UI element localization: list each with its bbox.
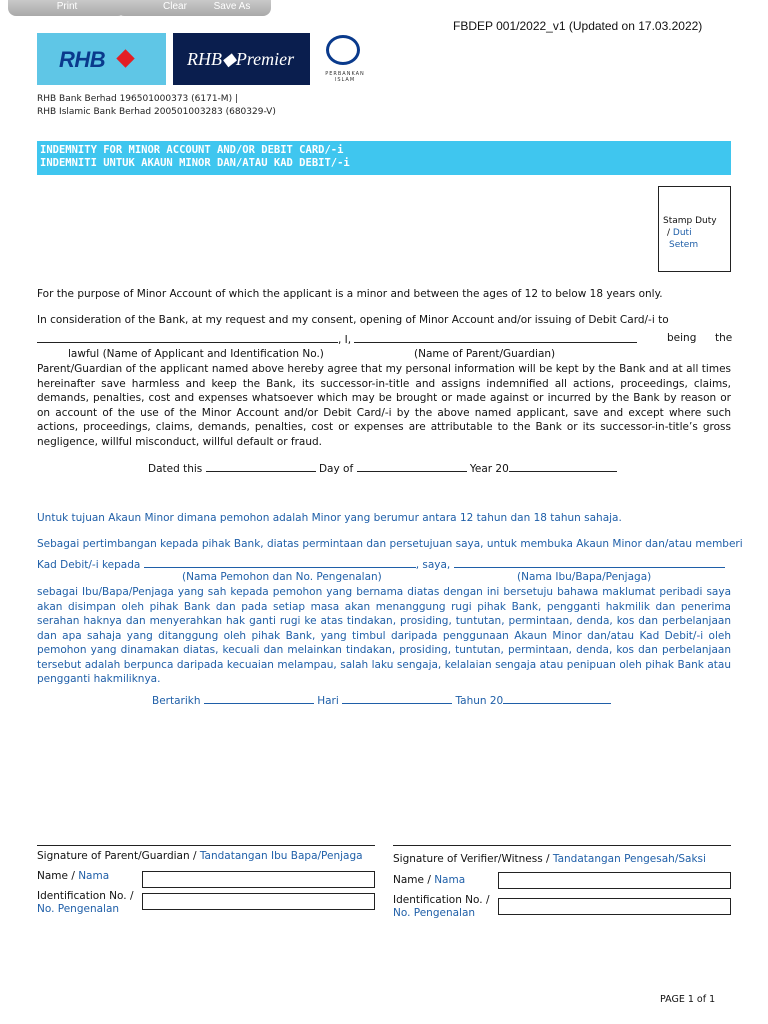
- malay-applicant-caption: (Nama Pemohon dan No. Pengenalan): [182, 571, 382, 583]
- witness-signature-label: Signature of Verifier/Witness / Tandatangan Pengesah/Saksi: [393, 853, 706, 865]
- malay-consideration: Sebagai pertimbangan kepada pihak Bank, diatas permintaan dan persetujuan saya, untuk membuka Akaun Minor dan/atau memberi: [37, 538, 743, 550]
- english-body: Parent/Guardian of the applicant named above hereby agree that my personal information will be kept by the Bank and at all times hereinafter save harmless and keep the Bank, its successor-in-title and assigns indemnified all actions, proceedings, claims, demands, penalties, cost and expenses whatsoever which may be brought or made against or incurred by the Bank by reason or on account of the use of the Minor Account and/or Debit Card/-i by the above named applicant, save and except where such actions, proceedings, claims, demands, penalties, cost or expenses are attributable to the Bank or its successor-in-title’s gross negligence, willful misconduct, willful default or fraud.: [37, 363, 731, 448]
- witness-name-label: Name / Nama: [393, 874, 466, 886]
- english-parent-caption: (Name of Parent/Guardian): [414, 348, 556, 360]
- malay-year-field[interactable]: [503, 693, 611, 704]
- title-english: INDEMNITY FOR MINOR ACCOUNT AND/OR DEBIT CARD/-i: [40, 144, 344, 156]
- form-code: FBDEP 001/2022_v1 (Updated on 17.03.2022): [453, 19, 703, 33]
- title-bar: [37, 141, 731, 175]
- english-fill-line: , I, being the: [37, 332, 731, 346]
- malay-body: sebagai Ibu/Bapa/Penjaga yang sah kepada pemohon yang bernama diatas dengan ini bersetuju bahawa maklumat peribadi saya akan disimpan oleh pihak Bank dan pada setiap masa akan menanggung rugi pihak Bank, pengganti hakmilik dan penerima serahan haknya dan menyerahkan hak ganti rugi ke atas tindakan, prosiding, tuntutan, permintaan, denda, kos dan perbelanjaan dan apa sahaja yang ditanggung oleh pihak Bank, yang timbul daripada penggunaan Akaun Minor dan/atau Kad Debit/-i oleh pemohon yang dinamakan diatas, kecuali dan melainkan tindakan, prosiding, tuntutan, permintaan, denda, kos dan perbelanjaan tersebut adalah berpunca daripada kecuaian melampau, salah laku sengaja, kelalaian sengaja atau penipuan oleh pihak Bank atau pengganti hakmiliknya.: [37, 586, 731, 685]
- malay-purpose: Untuk tujuan Akaun Minor dimana pemohon adalah Minor yang berumur antara 12 tahun dan 18 tahun sahaja.: [37, 512, 622, 524]
- malay-applicant-name-field[interactable]: [144, 557, 416, 568]
- english-date-field[interactable]: [206, 461, 316, 472]
- english-dated-line: Dated this Day of Year 20: [148, 461, 617, 475]
- stamp-duty-malay: / Duti: [667, 228, 692, 238]
- malay-fill-line: Kad Debit/-i kepada , saya,: [37, 557, 731, 571]
- parent-signature-line[interactable]: [37, 845, 375, 846]
- title-malay: INDEMNITI UNTUK AKAUN MINOR DAN/ATAU KAD DEBIT/-i: [40, 157, 350, 169]
- english-purpose: For the purpose of Minor Account of which the applicant is a minor and between the ages of 12 to below 18 years only.: [37, 288, 663, 300]
- rhb-premier-logo: [173, 33, 310, 85]
- stamp-duty-malay-2: Setem: [669, 240, 699, 250]
- english-year-field[interactable]: [509, 461, 617, 472]
- print-button[interactable]: Print: [8, 0, 126, 16]
- rhb-premier-logo-text: RHB◆Premier: [187, 49, 295, 69]
- save-as-button[interactable]: Save As: [193, 0, 271, 16]
- malay-parent-name-field[interactable]: [454, 557, 725, 568]
- witness-signature-line[interactable]: [393, 845, 731, 846]
- islamic-emblem-icon: [326, 35, 360, 65]
- parent-id-label: Identification No. / No. Pengenalan: [37, 890, 134, 915]
- clear-button[interactable]: Clear: [116, 0, 234, 16]
- malay-parent-caption: (Nama Ibu/Bapa/Penjaga): [517, 571, 652, 583]
- rhb-logo: [37, 33, 166, 85]
- stamp-duty-label: Stamp Duty: [663, 216, 717, 226]
- malay-date-field[interactable]: [204, 693, 314, 704]
- parent-id-input[interactable]: [142, 893, 375, 910]
- applicant-name-field[interactable]: [37, 332, 338, 343]
- islamic-logo-caption: PERBANKAN ISLAM: [325, 71, 365, 83]
- company-line-1: RHB Bank Berhad 196501000373 (6171-M) |: [37, 94, 238, 104]
- parent-signature-label: Signature of Parent/Guardian / Tandatangan Ibu Bapa/Penjaga: [37, 850, 363, 862]
- witness-id-input[interactable]: [498, 898, 731, 915]
- parent-name-input[interactable]: [142, 871, 375, 888]
- malay-day-field[interactable]: [342, 693, 452, 704]
- parent-name-label: Name / Nama: [37, 870, 110, 882]
- rhb-diamond-icon: [116, 49, 134, 67]
- stamp-duty-box: [658, 186, 731, 272]
- witness-id-label: Identification No. / No. Pengenalan: [393, 894, 490, 919]
- english-consideration: In consideration of the Bank, at my request and my consent, opening of Minor Account and/or issuing of Debit Card/-i to: [37, 314, 669, 326]
- malay-dated-line: Bertarikh Hari Tahun 20: [152, 693, 611, 707]
- english-lawful: lawful (Name of Applicant and Identification No.): [68, 348, 324, 360]
- parent-name-field[interactable]: [354, 332, 637, 343]
- witness-name-input[interactable]: [498, 872, 731, 889]
- page-number: PAGE 1 of 1: [660, 994, 716, 1005]
- perbankan-islam-logo: [320, 33, 370, 85]
- english-day-field[interactable]: [357, 461, 467, 472]
- rhb-logo-text: RHB: [59, 47, 106, 72]
- company-line-2: RHB Islamic Bank Berhad 200501003283 (680329-V): [37, 107, 276, 117]
